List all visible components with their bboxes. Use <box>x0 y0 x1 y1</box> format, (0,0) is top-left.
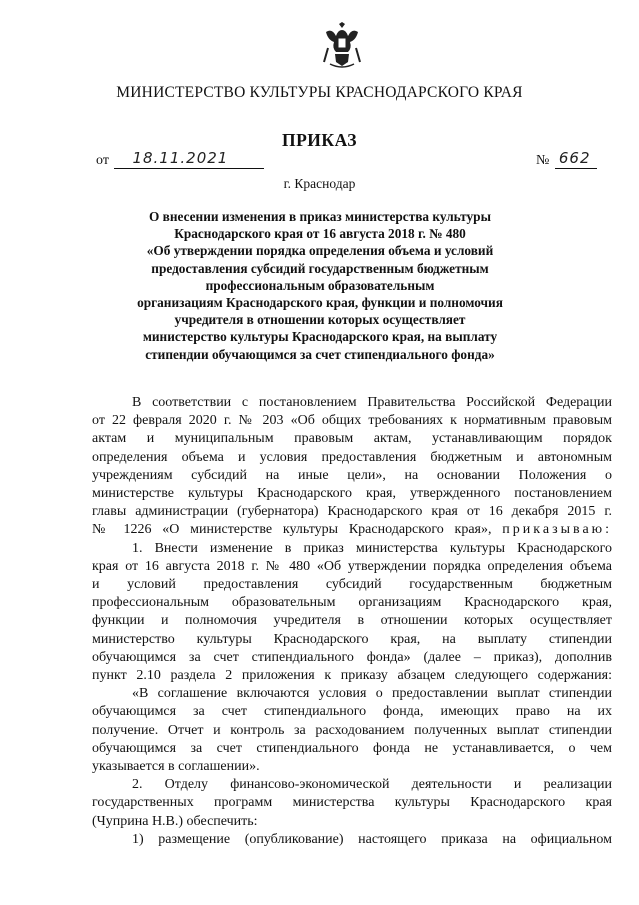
date-field <box>96 150 264 169</box>
body-line: определения объема и условия предоставления бюджетным и автономным <box>92 449 612 465</box>
body-line: обучающимся за счет стипендиального фонда» (далее – приказ), дополнив <box>92 649 612 665</box>
body-line: получение. Отчет и контроль за расходованием полученных выплат стипендии <box>92 722 612 738</box>
date-underline <box>114 150 264 169</box>
handwritten-date: 18.11.2021 <box>132 149 229 167</box>
body-line: (Чуприна Н.В.) обеспечить: <box>92 813 258 829</box>
body-line: обучающимся за счет стипендиального фонда, имеющих право на их <box>92 704 612 720</box>
city-name: г. Краснодар <box>283 176 356 191</box>
body-line: края от 16 августа 2018 г. № 480 «Об утверждении порядка определения объема <box>92 558 612 574</box>
coat-of-arms-emblem <box>322 22 362 70</box>
number-underline <box>555 150 597 169</box>
order-body <box>92 394 612 849</box>
date-prefix: от <box>96 153 109 168</box>
order-heading <box>130 208 510 363</box>
heading-line: организациям Краснодарского края, функции и полномочия <box>137 295 503 311</box>
heading-line: стипендии обучающимся за счет стипендиального фонда» <box>145 346 495 362</box>
handwritten-number: 662 <box>558 149 591 167</box>
document-title: ПРИКАЗ <box>281 130 358 150</box>
body-line: министерство культуры Краснодарского края, на выплату стипендии <box>92 631 612 647</box>
body-line: от 22 февраля 2020 г. № 203 «Об общих требованиях к нормативным правовым <box>92 413 612 429</box>
body-line: министерстве культуры Краснодарского края, утвержденного постановлением <box>92 486 612 502</box>
heading-line: О внесении изменения в приказ министерства культуры <box>149 209 491 224</box>
body-line: учреждениям субсидий на иные цели», на основании Положения о <box>92 467 612 483</box>
body-line: профессиональным образовательным организациям Краснодарского края, <box>92 595 612 611</box>
heading-line: Краснодарского края от 16 августа 2018 г. № 480 <box>174 226 466 242</box>
body-line: В соответствии с постановлением Правительства Российской Федерации <box>132 395 612 410</box>
body-line: главы администрации (губернатора) Краснодарского края от 16 декабря 2015 г. <box>92 504 612 520</box>
body-line: пункт 2.10 раздела 2 приложения к приказу абзацем следующего содержания: <box>92 668 612 684</box>
number-field <box>536 150 597 169</box>
body-line: обучающимся за счет стипендиального фонда не устанавливается, о чем <box>92 740 612 756</box>
body-line: 2. Отделу финансово-экономической деятельности и реализации <box>132 777 612 793</box>
body-line-with-decree <box>92 521 612 539</box>
heading-line: «Об утверждении порядка определения объема и условий <box>146 243 494 259</box>
number-prefix: № <box>536 153 550 168</box>
body-line-text: № 1226 «О министерстве культуры Краснодарского края», <box>92 522 492 538</box>
heading-line: министерство культуры Краснодарского края, на выплату <box>142 329 498 345</box>
decree-word: приказываю: <box>502 522 613 538</box>
body-line: функции и полномочия учредителя в отношении которых осуществляет <box>92 613 612 629</box>
body-line: указывается в соглашении». <box>92 759 260 775</box>
heading-line: предоставления субсидий государственным бюджетным <box>151 260 489 276</box>
heading-line: профессиональным образовательным <box>205 277 435 293</box>
body-line: государственных программ министерства культуры Краснодарского края <box>92 795 612 811</box>
body-line: 1. Внести изменение в приказ министерства культуры Краснодарского <box>132 540 612 556</box>
body-line: 1) размещение (опубликование) настоящего приказа на официальном <box>132 831 612 847</box>
ministry-name: МИНИСТЕРСТВО КУЛЬТУРЫ КРАСНОДАРСКОГО КРАЯ <box>116 84 523 101</box>
body-line: и условий предоставления субсидий государственным бюджетным <box>92 577 612 593</box>
heading-line: учредителя в отношении которых осуществляет <box>174 312 466 328</box>
body-line: «В соглашение включаются условия о предоставлении выплат стипендии <box>132 686 612 702</box>
body-line: актам и муниципальным правовым актам, устанавливающим порядок <box>92 431 612 447</box>
